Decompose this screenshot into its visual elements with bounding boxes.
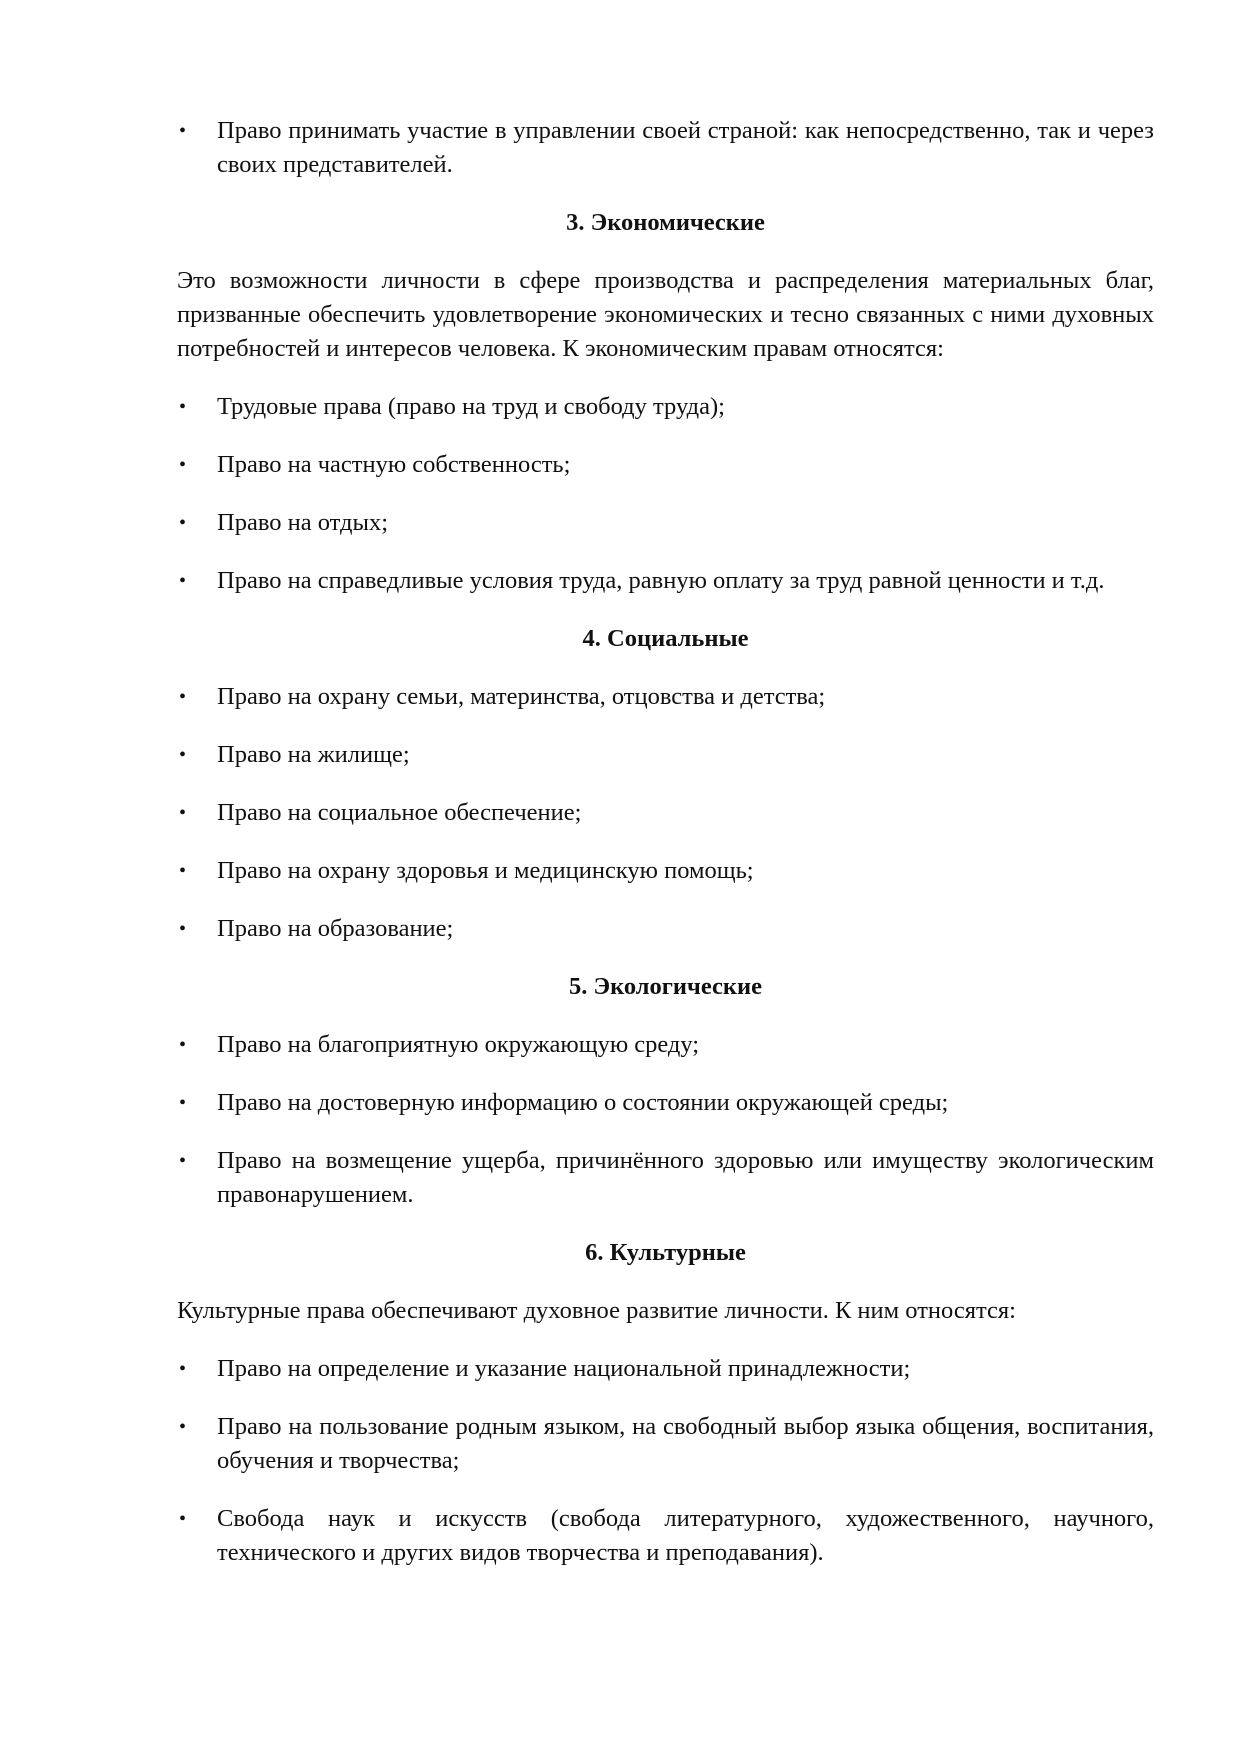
list-item-text: Право на достоверную информацию о состоянии окружающей среды; (217, 1089, 949, 1116)
section-heading: 6. Культурные (585, 1239, 746, 1266)
list-item (177, 114, 1154, 182)
list-item-text: Право на благоприятную окружающую среду; (217, 1031, 700, 1058)
bullet-icon: • (179, 802, 187, 824)
bullet-icon: • (179, 860, 187, 882)
bullet-icon: • (179, 1092, 187, 1114)
list-item-text: Право принимать участие в управлении своей страной: как непосредственно, так и через своих представителей. (217, 117, 1154, 178)
document-page (177, 114, 1154, 1594)
list-item-text: Право на возмещение ущерба, причинённого здоровью или имуществу экологическим правонарушением. (217, 1147, 1154, 1208)
list-item (177, 1028, 1154, 1062)
bullet-icon: • (179, 512, 187, 534)
list-item-text: Право на охрану здоровья и медицинскую помощь; (217, 857, 754, 884)
bullet-icon: • (179, 1508, 187, 1530)
list-item (177, 564, 1154, 598)
bullet-icon: • (179, 686, 187, 708)
bullet-icon: • (179, 570, 187, 592)
list-item-text: Право на охрану семьи, материнства, отцовства и детства; (217, 683, 826, 710)
list-item-text: Право на социальное обеспечение; (217, 799, 582, 826)
list-item (177, 1144, 1154, 1212)
section-paragraph: Это возможности личности в сфере производства и распределения материальных благ, призванные обеспечить удовлетворение экономических и тесно связанных с ними духовных потребностей и интересов человека. К экономическим правам относятся: (177, 267, 1154, 362)
list-item (177, 1410, 1154, 1478)
section-paragraph: Культурные права обеспечивают духовное развитие личности. К ним относятся: (177, 1297, 1016, 1324)
list-item-text: Трудовые права (право на труд и свободу труда); (217, 393, 725, 420)
bullet-icon: • (179, 454, 187, 476)
list-item-text: Право на образование; (217, 915, 454, 942)
section-list (177, 680, 1154, 946)
list-item (177, 390, 1154, 424)
list-item (177, 1502, 1154, 1570)
list-item (177, 912, 1154, 946)
list-item-text: Право на справедливые условия труда, равную оплату за труд равной ценности и т.д. (217, 567, 1105, 594)
section-list (177, 390, 1154, 598)
bullet-icon: • (179, 396, 187, 418)
list-item (177, 680, 1154, 714)
list-item-text: Право на определение и указание национальной принадлежности; (217, 1355, 911, 1382)
list-item-text: Право на частную собственность; (217, 451, 571, 478)
bullet-icon: • (179, 1416, 187, 1438)
bullet-icon: • (179, 120, 187, 142)
list-item (177, 448, 1154, 482)
list-item (177, 1352, 1154, 1386)
list-item-text: Право на жилище; (217, 741, 410, 768)
list-item (177, 854, 1154, 888)
section-heading: 3. Экономические (566, 209, 765, 236)
bullet-icon: • (179, 1150, 187, 1172)
section-heading: 4. Социальные (582, 625, 749, 652)
list-item (177, 738, 1154, 772)
list-item-text: Свобода наук и искусств (свобода литературного, художественного, научного, технического и других видов творчества и преподавания). (217, 1505, 1154, 1566)
section-list (177, 1352, 1154, 1570)
bullet-icon: • (179, 744, 187, 766)
intro-list (177, 114, 1154, 182)
list-item-text: Право на отдых; (217, 509, 388, 536)
section-heading: 5. Экологические (568, 973, 763, 1000)
bullet-icon: • (179, 918, 187, 940)
bullet-icon: • (179, 1034, 187, 1056)
list-item (177, 796, 1154, 830)
list-item-text: Право на пользование родным языком, на свободный выбор языка общения, воспитания, обучения и творчества; (217, 1413, 1154, 1474)
bullet-icon: • (179, 1358, 187, 1380)
list-item (177, 1086, 1154, 1120)
list-item (177, 506, 1154, 540)
section-list (177, 1028, 1154, 1212)
